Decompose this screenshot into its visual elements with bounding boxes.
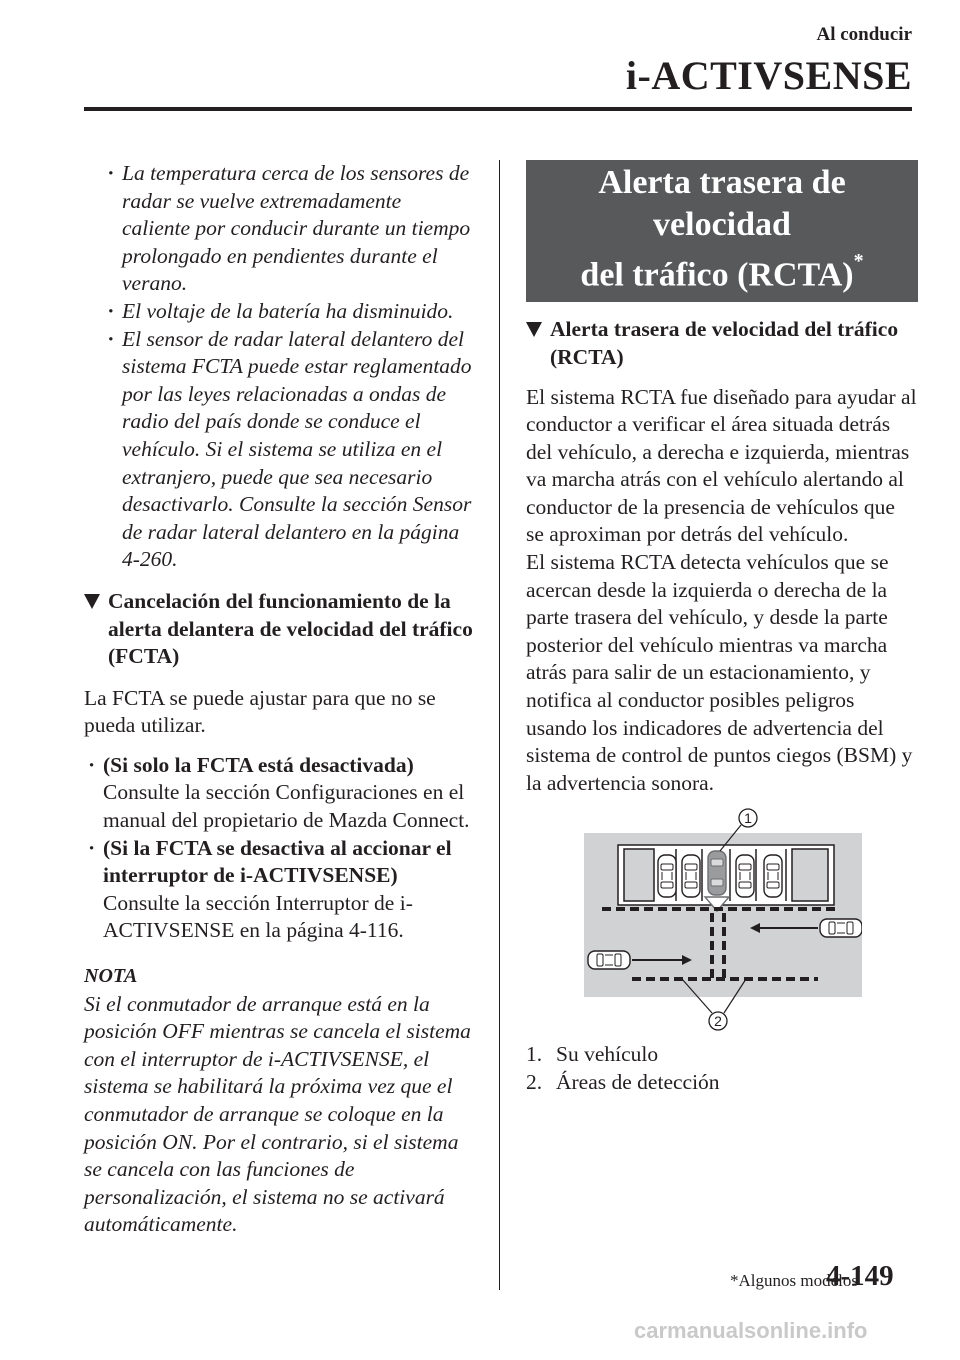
option-item — [84, 752, 474, 835]
approaching-car-right — [820, 919, 862, 937]
caption-text: Su vehículo — [556, 1042, 659, 1067]
option-body: Consulte la sección Interruptor de i-ACTIVSENSE en la página 4-116. — [103, 890, 413, 943]
callout-2-label: 2 — [714, 1013, 722, 1030]
left-column — [84, 160, 474, 1239]
parked-car — [658, 855, 676, 897]
approaching-car-left — [588, 951, 630, 969]
page-number: 4-149 — [826, 1260, 894, 1292]
optional-equipment-mark: * — [853, 250, 864, 272]
footnote-optional-models: *Algunos modelos — [730, 1271, 858, 1290]
option-body: Consulte la sección Configuraciones en el manual del propietario de Mazda Connect. — [103, 780, 470, 833]
caption-item — [526, 1069, 918, 1097]
cancel-body: La FCTA se puede ajustar para que no se pueda utilizar. — [84, 685, 436, 738]
parked-car — [682, 855, 700, 897]
parked-car — [736, 855, 754, 897]
rcta-paragraph-1: El sistema RCTA fue diseñado para ayudar al conductor a verificar el área situada detrás del vehículo, a derecha e izquierda, mientras va marcha atrás con el vehículo alertando al conductor de la presencia de vehículos que se aproximan por detrás del vehículo. — [526, 384, 917, 547]
triangle-marker-icon — [526, 322, 542, 337]
caption-item — [526, 1041, 918, 1069]
callout-1-label: 1 — [744, 810, 752, 827]
figure-captions — [526, 1041, 918, 1096]
column-divider — [499, 160, 500, 1290]
bullet-item: · El voltaje de la batería ha disminuido. — [84, 298, 474, 326]
triangle-marker-icon — [84, 594, 100, 609]
note-body: Si el conmutador de arranque está en la posición OFF mientras se cancela el sistema con el interruptor de i-ACTIVSENSE, el sistema se habilitará la próxima vez que el conmutador de arranque se coloque en la posición ON. Por el contrario, si el sistema se cancela con las funciones de personalización, el sistema no se activará automáticamente. — [84, 991, 471, 1237]
running-section-title: Al conducir — [816, 24, 912, 45]
banner-line-1: Alerta trasera de velocidad — [598, 164, 846, 243]
parking-diagram — [578, 807, 862, 1035]
option-title: · (Si la FCTA se desactiva al accionar el interruptor de i-ACTIVSENSE) — [103, 835, 452, 888]
banner-line-2 — [526, 246, 918, 296]
rcta-paragraph-2: El sistema RCTA detecta vehículos que se acercan desde la izquierda o derecha de la parte trasera del vehículo, y desde la parte posterior del vehículo mientras va marcha atrás para salir de un estacionamiento, y notifica al conductor posibles peligros usando los indicadores de advertencia del sistema de control de puntos ciegos (BSM) y la advertencia sonora. — [526, 550, 913, 795]
section-banner — [526, 160, 918, 302]
caption-text: Áreas de detección — [556, 1070, 720, 1095]
rcta-diagram — [578, 807, 862, 1035]
right-column — [526, 160, 918, 1097]
option-title: · (Si solo la FCTA está desactivada) — [103, 752, 414, 777]
cancel-heading — [84, 588, 474, 671]
parked-car — [764, 855, 782, 897]
rcta-subheading — [526, 316, 918, 371]
rcta-subheading-text: Alerta trasera de velocidad del tráfico (RCTA) — [550, 317, 899, 369]
caption-number: 2. — [526, 1070, 543, 1095]
cancel-heading-text: Cancelación del funcionamiento de la alerta delantera de velocidad del tráfico (FCTA) — [108, 588, 473, 669]
banner-line-2-text: del tráfico (RCTA) — [580, 256, 854, 294]
bullet-item: · La temperatura cerca de los sensores de radar se vuelve extremadamente caliente por conducir durante un tiempo prolongado en pendientes durante el verano. — [84, 160, 474, 298]
running-chapter-title: i-ACTIVSENSE — [625, 53, 912, 98]
caption-number: 1. — [526, 1042, 543, 1067]
bullet-item: · El sensor de radar lateral delantero del sistema FCTA puede estar reglamentado por las leyes relacionadas a ondas de radio del país donde se conduce el vehículo. Si el sistema se utiliza en el extranjero, puede que sea necesario desactivarlo. Consulte la sección Sensor de radar lateral delantero en la página 4-260. — [84, 326, 474, 574]
own-vehicle — [705, 851, 729, 911]
option-item — [84, 835, 474, 945]
header-rule — [84, 107, 912, 111]
note-title: NOTA — [84, 965, 138, 988]
site-watermark: carmanualsonline.info — [634, 1318, 868, 1343]
